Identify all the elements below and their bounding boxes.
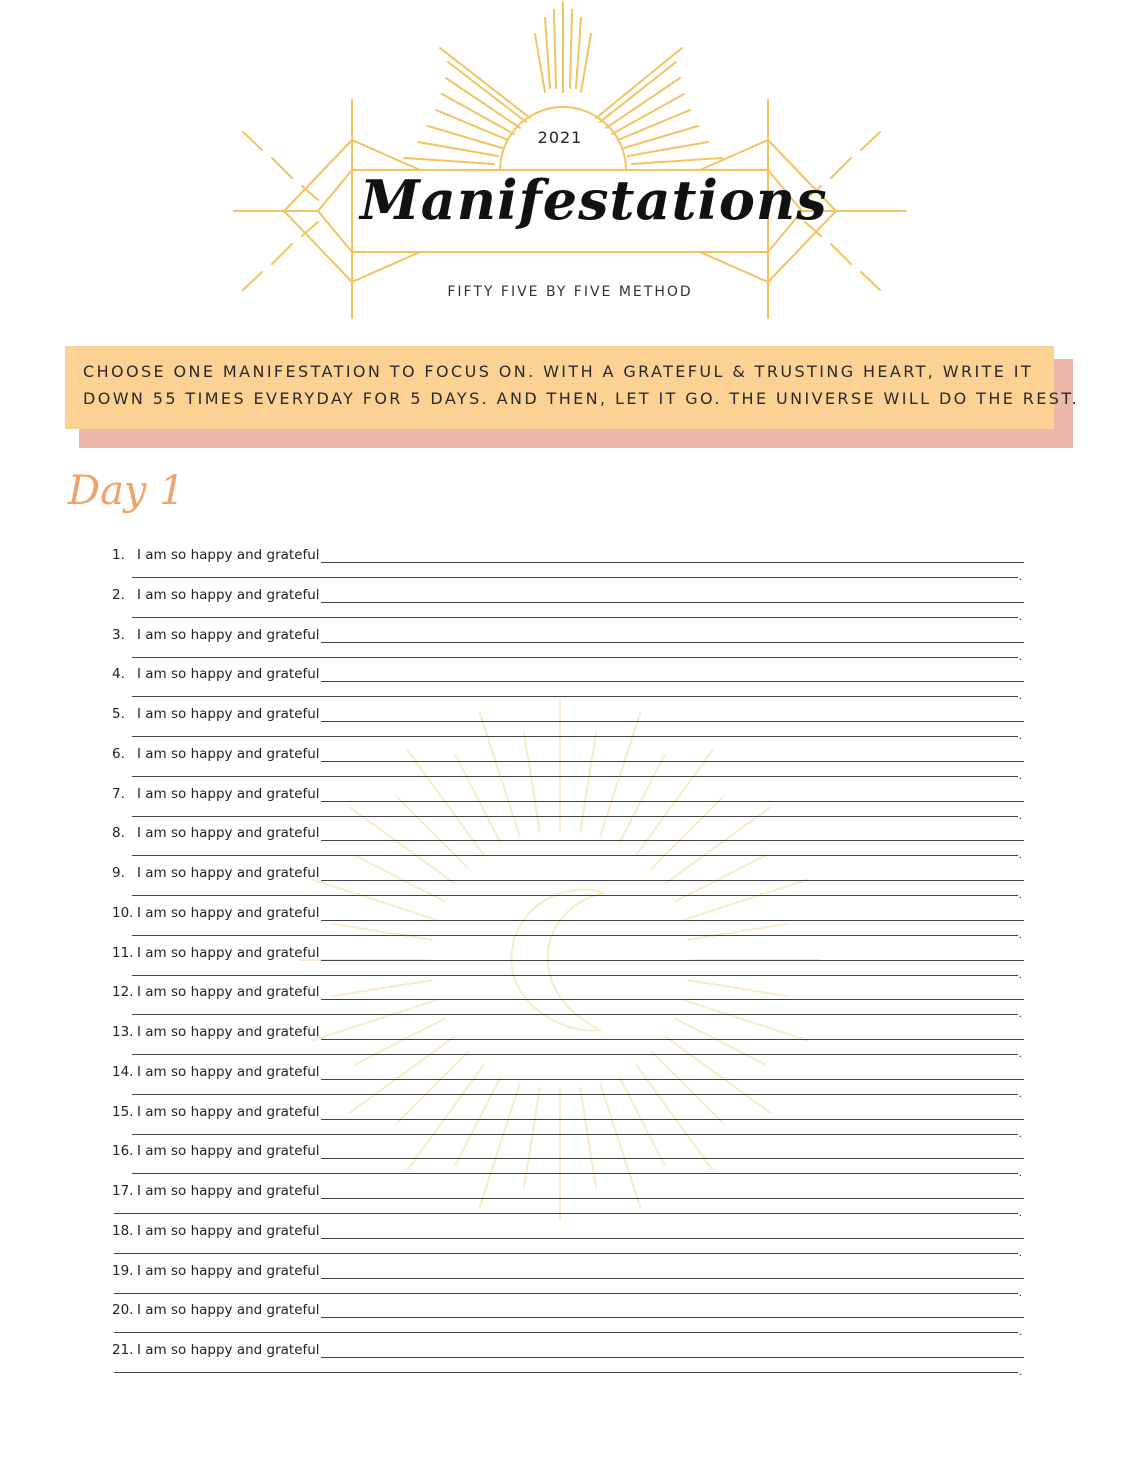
entry-prompt: I am so happy and grateful xyxy=(137,1262,320,1279)
entry-first-line xyxy=(112,1221,1024,1239)
writing-line[interactable] xyxy=(321,1144,1024,1159)
writing-line[interactable] xyxy=(321,787,1024,802)
method-subtitle: FIFTY FIVE BY FIVE METHOD xyxy=(447,284,693,300)
writing-line-continuation[interactable] xyxy=(132,1134,1018,1135)
manifestation-entry xyxy=(112,585,1024,625)
writing-line-continuation[interactable] xyxy=(132,736,1018,737)
writing-line-continuation[interactable] xyxy=(114,1293,1018,1294)
entry-first-line xyxy=(112,545,1024,563)
entry-prompt: I am so happy and grateful xyxy=(137,825,320,842)
writing-line-continuation[interactable] xyxy=(114,1213,1018,1214)
writing-line-continuation[interactable] xyxy=(132,696,1018,697)
entry-first-line xyxy=(112,1181,1024,1199)
manifestation-entry xyxy=(112,943,1024,983)
entry-number: 2. xyxy=(112,586,125,603)
entry-number: 3. xyxy=(112,626,125,643)
manifestation-entry xyxy=(112,982,1024,1022)
writing-line-continuation[interactable] xyxy=(114,1253,1018,1254)
writing-line-continuation[interactable] xyxy=(132,1054,1018,1055)
writing-line[interactable] xyxy=(321,707,1024,722)
entry-first-line xyxy=(112,744,1024,762)
writing-line-continuation[interactable] xyxy=(132,975,1018,976)
line-end-period: . xyxy=(1018,1006,1022,1021)
writing-line-continuation[interactable] xyxy=(132,1014,1018,1015)
page-title: Manifestations xyxy=(360,168,828,232)
entry-number: 13. xyxy=(112,1024,134,1040)
entry-prompt: I am so happy and grateful xyxy=(137,586,320,603)
writing-line[interactable] xyxy=(321,1105,1024,1120)
entry-prompt: I am so happy and grateful xyxy=(137,1302,320,1319)
line-end-period: . xyxy=(1018,569,1022,583)
line-end-period: . xyxy=(1018,1364,1022,1378)
line-end-period: . xyxy=(1018,1205,1022,1219)
manifestation-entry xyxy=(112,1102,1024,1142)
entry-number: 11. xyxy=(112,944,134,961)
manifestation-entry xyxy=(112,1340,1024,1380)
writing-line-continuation[interactable] xyxy=(132,855,1018,856)
entry-first-line xyxy=(112,823,1024,841)
writing-line-continuation[interactable] xyxy=(132,895,1018,896)
entry-number: 19. xyxy=(112,1262,134,1279)
manifestation-entry xyxy=(112,1181,1024,1221)
manifestation-entry xyxy=(112,1141,1024,1181)
entry-prompt: I am so happy and grateful xyxy=(137,944,320,961)
entry-number: 6. xyxy=(112,745,125,762)
entry-first-line xyxy=(112,1261,1024,1279)
line-end-period: . xyxy=(1018,1324,1022,1339)
line-end-period: . xyxy=(1018,648,1022,663)
writing-line[interactable] xyxy=(321,1224,1024,1239)
manifestation-entry xyxy=(112,625,1024,665)
writing-line[interactable] xyxy=(321,1264,1024,1279)
writing-line[interactable] xyxy=(321,1343,1024,1358)
entry-number: 15. xyxy=(112,1103,134,1120)
line-end-period: . xyxy=(1018,1046,1022,1060)
writing-line[interactable] xyxy=(321,747,1024,762)
manifestation-entry xyxy=(112,744,1024,784)
manifestation-entry xyxy=(112,704,1024,744)
entry-prompt: I am so happy and grateful xyxy=(137,1063,320,1080)
line-end-period: . xyxy=(1018,1165,1022,1180)
entry-first-line xyxy=(112,784,1024,802)
entry-number: 1. xyxy=(112,547,125,563)
manifestation-entry xyxy=(112,863,1024,903)
entry-first-line xyxy=(112,704,1024,722)
entry-first-line xyxy=(112,863,1024,881)
manifestation-entry xyxy=(112,545,1024,585)
line-end-period: . xyxy=(1018,608,1022,623)
writing-line[interactable] xyxy=(321,1065,1024,1080)
entry-first-line xyxy=(112,1141,1024,1159)
year-label: 2021 xyxy=(537,128,583,147)
entry-prompt: I am so happy and grateful xyxy=(137,984,320,1001)
writing-line-continuation[interactable] xyxy=(132,1173,1018,1174)
writing-line-continuation[interactable] xyxy=(132,816,1018,817)
entry-number: 16. xyxy=(112,1143,134,1160)
writing-line[interactable] xyxy=(321,588,1024,603)
writing-line-continuation[interactable] xyxy=(132,657,1018,658)
entry-prompt: I am so happy and grateful xyxy=(137,1222,320,1239)
manifestation-entry xyxy=(112,1300,1024,1340)
manifestation-entry xyxy=(112,664,1024,704)
manifestation-entry xyxy=(112,1062,1024,1102)
entry-number: 21. xyxy=(112,1342,134,1358)
entry-prompt: I am so happy and grateful xyxy=(137,547,320,563)
writing-line-continuation[interactable] xyxy=(132,1094,1018,1095)
writing-line[interactable] xyxy=(321,1303,1024,1318)
line-end-period: . xyxy=(1018,887,1022,901)
entry-number: 10. xyxy=(112,904,134,921)
entry-first-line xyxy=(112,943,1024,961)
entry-prompt: I am so happy and grateful xyxy=(137,706,320,722)
entry-first-line xyxy=(112,1340,1024,1358)
line-end-period: . xyxy=(1018,926,1022,941)
entry-number: 4. xyxy=(112,666,125,683)
line-end-period: . xyxy=(1018,728,1022,742)
line-end-period: . xyxy=(1018,807,1022,822)
writing-line[interactable] xyxy=(321,985,1024,1000)
writing-line-continuation[interactable] xyxy=(132,935,1018,936)
manifestation-entry xyxy=(112,1221,1024,1261)
writing-line[interactable] xyxy=(321,628,1024,643)
manifestation-entry xyxy=(112,1261,1024,1301)
line-end-period: . xyxy=(1018,1244,1022,1259)
entry-prompt: I am so happy and grateful xyxy=(137,626,320,643)
instructions-line-2: DOWN 55 TIMES EVERYDAY FOR 5 DAYS. AND THEN, LET IT GO. THE UNIVERSE WILL DO THE REST. xyxy=(83,389,1080,408)
instructions-line-1: CHOOSE ONE MANIFESTATION TO FOCUS ON. WITH A GRATEFUL & TRUSTING HEART, WRITE IT xyxy=(83,362,1034,381)
entry-prompt: I am so happy and grateful xyxy=(137,666,320,683)
manifestation-entry xyxy=(112,784,1024,824)
entry-prompt: I am so happy and grateful xyxy=(137,1183,320,1199)
line-end-period: . xyxy=(1018,1085,1022,1100)
writing-line[interactable] xyxy=(321,866,1024,881)
entry-number: 20. xyxy=(112,1302,134,1319)
writing-line[interactable] xyxy=(321,1025,1024,1040)
manifestation-entry xyxy=(112,823,1024,863)
entry-prompt: I am so happy and grateful xyxy=(137,1143,320,1160)
entry-prompt: I am so happy and grateful xyxy=(137,1342,320,1358)
entry-first-line xyxy=(112,664,1024,682)
entry-prompt: I am so happy and grateful xyxy=(137,1103,320,1120)
writing-line[interactable] xyxy=(321,946,1024,961)
line-end-period: . xyxy=(1018,688,1022,703)
line-end-period: . xyxy=(1018,1284,1022,1299)
entry-prompt: I am so happy and grateful xyxy=(137,1024,320,1040)
writing-line-continuation[interactable] xyxy=(132,776,1018,777)
entry-first-line xyxy=(112,1022,1024,1040)
entry-first-line xyxy=(112,1102,1024,1120)
entry-number: 7. xyxy=(112,785,125,802)
writing-line[interactable] xyxy=(321,667,1024,682)
entry-number: 17. xyxy=(112,1183,134,1199)
entry-prompt: I am so happy and grateful xyxy=(137,785,320,802)
day-heading: Day 1 xyxy=(68,468,185,514)
entry-number: 9. xyxy=(112,865,125,881)
writing-line-continuation[interactable] xyxy=(132,617,1018,618)
entry-first-line xyxy=(112,585,1024,603)
writing-line[interactable] xyxy=(321,548,1024,563)
writing-line[interactable] xyxy=(321,826,1024,841)
writing-line[interactable] xyxy=(321,906,1024,921)
manifestation-list xyxy=(112,545,1024,1380)
entry-number: 14. xyxy=(112,1063,134,1080)
manifestation-entry xyxy=(112,903,1024,943)
entry-number: 12. xyxy=(112,984,134,1001)
line-end-period: . xyxy=(1018,1125,1022,1140)
entry-number: 5. xyxy=(112,706,125,722)
line-end-period: . xyxy=(1018,847,1022,862)
entry-first-line xyxy=(112,982,1024,1000)
entry-first-line xyxy=(112,903,1024,921)
manifestation-entry xyxy=(112,1022,1024,1062)
line-end-period: . xyxy=(1018,767,1022,782)
entry-number: 18. xyxy=(112,1222,134,1239)
entry-first-line xyxy=(112,1300,1024,1318)
writing-line-continuation[interactable] xyxy=(114,1332,1018,1333)
entry-prompt: I am so happy and grateful xyxy=(137,865,320,881)
entry-first-line xyxy=(112,625,1024,643)
line-end-period: . xyxy=(1018,966,1022,981)
entry-prompt: I am so happy and grateful xyxy=(137,904,320,921)
writing-line-continuation[interactable] xyxy=(114,1372,1018,1373)
writing-line[interactable] xyxy=(321,1184,1024,1199)
writing-line-continuation[interactable] xyxy=(132,577,1018,578)
entry-number: 8. xyxy=(112,825,125,842)
entry-prompt: I am so happy and grateful xyxy=(137,745,320,762)
entry-first-line xyxy=(112,1062,1024,1080)
instructions-banner xyxy=(65,346,1080,429)
